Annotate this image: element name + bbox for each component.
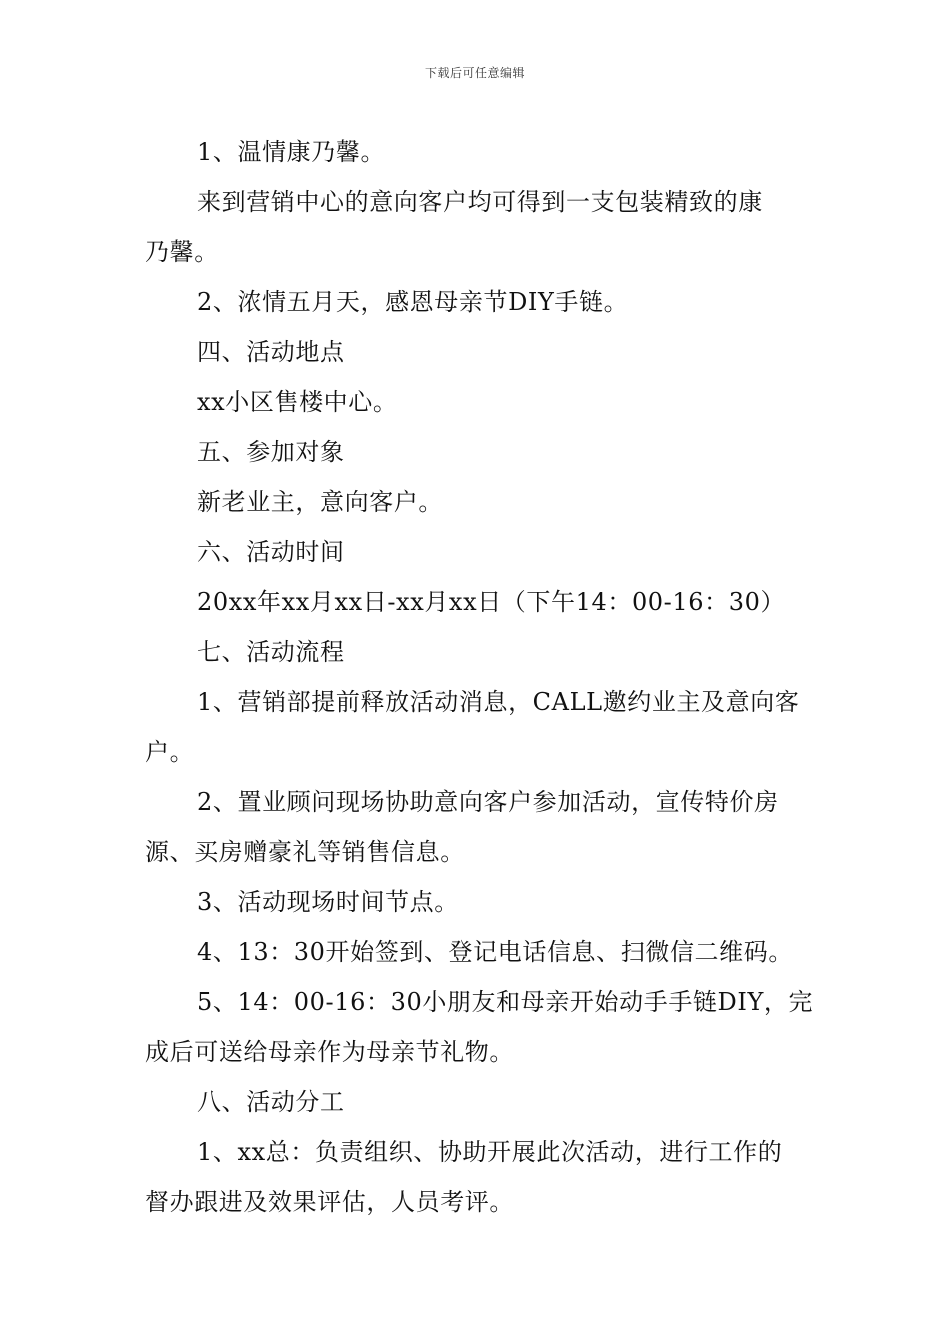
document-body [145,127,814,1227]
document-line: 1、温情康乃馨。 [197,138,386,166]
document-line: xx小区售楼中心。 [197,388,398,416]
document-line: 户。 [145,738,195,766]
document-line: 2、置业顾问现场协助意向客户参加活动，宣传特价房 [197,788,779,816]
section-heading: 八、活动分工 [197,1088,345,1116]
document-line: 4、13：30开始签到、登记电话信息、扫微信二维码。 [197,938,793,966]
document-line: 来到营销中心的意向客户均可得到一支包装精致的康 [197,188,763,216]
document-line: 1、xx总：负责组织、协助开展此次活动，进行工作的 [197,1138,783,1166]
document-line: 2、浓情五月天，感恩母亲节DIY手链。 [197,288,629,316]
document-line: 1、营销部提前释放活动消息，CALL邀约业主及意向客 [197,688,800,716]
page-header: 下载后可任意编辑 [424,66,525,80]
document-line: 源、买房赠豪礼等销售信息。 [145,838,465,866]
document-line: 新老业主，意向客户。 [197,488,443,516]
document-line: 3、活动现场时间节点。 [197,888,459,916]
section-heading: 四、活动地点 [197,338,345,366]
section-heading: 七、活动流程 [197,638,345,666]
section-heading: 六、活动时间 [197,538,345,566]
document-line: 成后可送给母亲作为母亲节礼物。 [145,1038,514,1066]
document-line: 5、14：00-16：30小朋友和母亲开始动手手链DIY，完 [197,988,814,1016]
document-line: 20xx年xx月xx日-xx月xx日（下午14：00-16：30） [197,588,786,616]
document-line: 督办跟进及效果评估，人员考评。 [145,1188,514,1216]
section-heading: 五、参加对象 [197,438,345,466]
document-line: 乃馨。 [145,238,219,266]
